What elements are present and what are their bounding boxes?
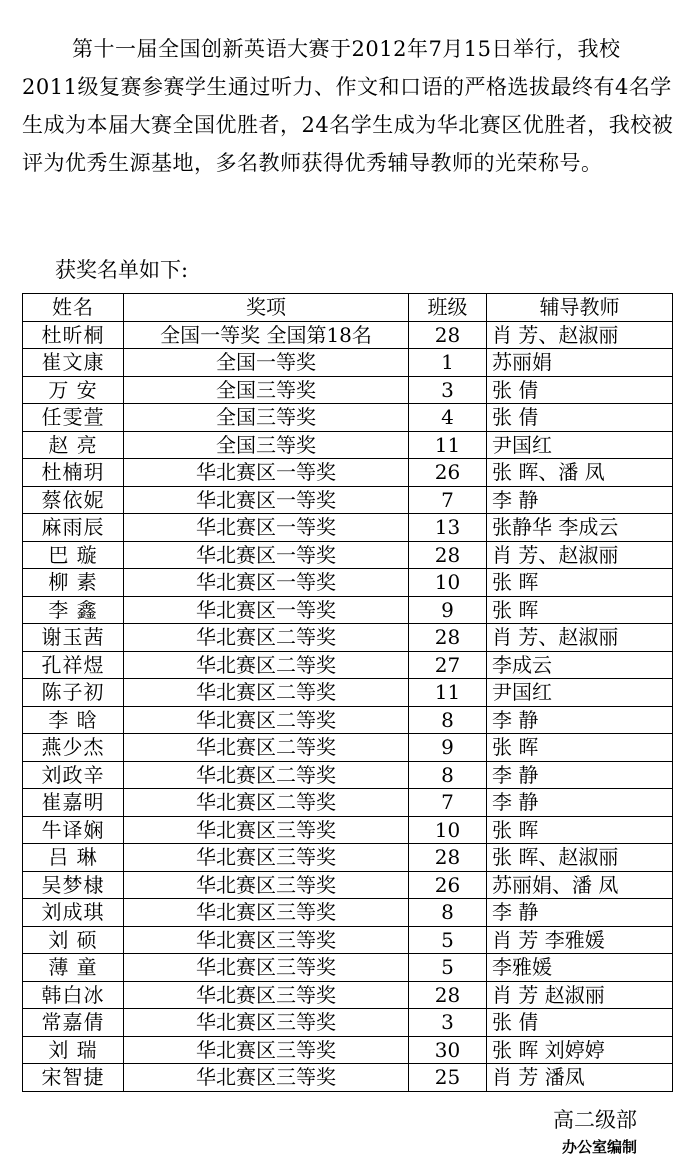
cell-award: 全国一等奖 全国第18名 <box>124 321 409 349</box>
table-row <box>23 816 673 844</box>
cell-class: 7 <box>409 486 487 514</box>
cell-name: 刘 瑞 <box>23 1036 124 1064</box>
cell-teacher: 张 晖 <box>487 816 673 844</box>
cell-name: 柳 素 <box>23 569 124 597</box>
cell-class: 26 <box>409 871 487 899</box>
cell-name: 刘成琪 <box>23 899 124 927</box>
cell-award: 华北赛区一等奖 <box>124 569 409 597</box>
table-row <box>23 651 673 679</box>
cell-class: 10 <box>409 816 487 844</box>
cell-class: 8 <box>409 761 487 789</box>
cell-award: 华北赛区三等奖 <box>124 871 409 899</box>
cell-name: 宋智捷 <box>23 1064 124 1092</box>
cell-teacher: 肖 芳 李雅媛 <box>487 926 673 954</box>
table-row <box>23 321 673 349</box>
cell-name: 杜楠玥 <box>23 459 124 487</box>
cell-class: 28 <box>409 541 487 569</box>
cell-teacher: 张 晖、潘 凤 <box>487 459 673 487</box>
cell-class: 8 <box>409 706 487 734</box>
table-row <box>23 954 673 982</box>
cell-class: 25 <box>409 1064 487 1092</box>
table-row <box>23 734 673 762</box>
cell-teacher: 肖 芳 赵淑丽 <box>487 981 673 1009</box>
table-row <box>23 596 673 624</box>
cell-teacher: 李 静 <box>487 761 673 789</box>
cell-class: 1 <box>409 349 487 377</box>
cell-award: 全国三等奖 <box>124 404 409 432</box>
table-row <box>23 404 673 432</box>
cell-teacher: 张 晖 刘婷婷 <box>487 1036 673 1064</box>
cell-class: 11 <box>409 431 487 459</box>
cell-teacher: 肖 芳、赵淑丽 <box>487 624 673 652</box>
table-row <box>23 1064 673 1092</box>
cell-teacher: 张静华 李成云 <box>487 514 673 542</box>
cell-award: 华北赛区一等奖 <box>124 514 409 542</box>
cell-name: 吕 琳 <box>23 844 124 872</box>
cell-name: 牛译娴 <box>23 816 124 844</box>
cell-award: 华北赛区二等奖 <box>124 789 409 817</box>
cell-class: 27 <box>409 651 487 679</box>
cell-teacher: 李雅媛 <box>487 954 673 982</box>
cell-award: 华北赛区二等奖 <box>124 651 409 679</box>
cell-award: 华北赛区一等奖 <box>124 486 409 514</box>
cell-class: 13 <box>409 514 487 542</box>
table-row <box>23 349 673 377</box>
table-body <box>23 321 673 1091</box>
header-award: 奖项 <box>124 294 409 322</box>
table-row <box>23 624 673 652</box>
cell-class: 9 <box>409 734 487 762</box>
cell-teacher: 张 倩 <box>487 1009 673 1037</box>
cell-class: 11 <box>409 679 487 707</box>
cell-name: 李 鑫 <box>23 596 124 624</box>
cell-award: 华北赛区二等奖 <box>124 679 409 707</box>
intro-paragraph: 第十一届全国创新英语大赛于2012年7月15日举行，我校2011级复赛参赛学生通过听力、作文和口语的严格选拔最终有4名学生成为本届大赛全国优胜者，24名学生成为华北赛区优胜者，我校被评为优秀生源基地，多名教师获得优秀辅导教师的光荣称号。 <box>22 37 674 175</box>
cell-teacher: 李 静 <box>487 899 673 927</box>
cell-award: 全国三等奖 <box>124 376 409 404</box>
table-row <box>23 569 673 597</box>
cell-teacher: 肖 芳 潘凤 <box>487 1064 673 1092</box>
cell-class: 30 <box>409 1036 487 1064</box>
cell-teacher: 肖 芳、赵淑丽 <box>487 321 673 349</box>
cell-name: 崔文康 <box>23 349 124 377</box>
cell-name: 燕少杰 <box>23 734 124 762</box>
cell-class: 28 <box>409 844 487 872</box>
cell-award: 华北赛区二等奖 <box>124 734 409 762</box>
cell-teacher: 张 晖 <box>487 734 673 762</box>
table-row <box>23 514 673 542</box>
table-row <box>23 871 673 899</box>
cell-award: 全国一等奖 <box>124 349 409 377</box>
cell-award: 全国三等奖 <box>124 431 409 459</box>
table-row <box>23 459 673 487</box>
cell-name: 孔祥煜 <box>23 651 124 679</box>
table-row <box>23 761 673 789</box>
header-teacher: 辅导教师 <box>487 294 673 322</box>
cell-award: 华北赛区三等奖 <box>124 981 409 1009</box>
cell-class: 28 <box>409 624 487 652</box>
cell-teacher: 李 静 <box>487 789 673 817</box>
cell-award: 华北赛区三等奖 <box>124 954 409 982</box>
table-row <box>23 541 673 569</box>
cell-class: 8 <box>409 899 487 927</box>
cell-class: 5 <box>409 954 487 982</box>
cell-class: 3 <box>409 1009 487 1037</box>
cell-name: 李 晗 <box>23 706 124 734</box>
cell-class: 28 <box>409 321 487 349</box>
table-row <box>23 981 673 1009</box>
table-row <box>23 899 673 927</box>
cell-teacher: 尹国红 <box>487 431 673 459</box>
header-class: 班级 <box>409 294 487 322</box>
cell-name: 吴梦棣 <box>23 871 124 899</box>
cell-name: 韩白冰 <box>23 981 124 1009</box>
cell-award: 华北赛区二等奖 <box>124 761 409 789</box>
table-header-row <box>23 294 673 322</box>
cell-teacher: 肖 芳、赵淑丽 <box>487 541 673 569</box>
cell-name: 蔡依妮 <box>23 486 124 514</box>
cell-name: 薄 童 <box>23 954 124 982</box>
table-row <box>23 679 673 707</box>
table-row <box>23 376 673 404</box>
cell-teacher: 尹国红 <box>487 679 673 707</box>
table-row <box>23 844 673 872</box>
cell-award: 华北赛区二等奖 <box>124 624 409 652</box>
cell-award: 华北赛区三等奖 <box>124 844 409 872</box>
cell-name: 任雯萱 <box>23 404 124 432</box>
table-row <box>23 1009 673 1037</box>
cell-class: 5 <box>409 926 487 954</box>
table-row <box>23 789 673 817</box>
cell-teacher: 李成云 <box>487 651 673 679</box>
cell-teacher: 李 静 <box>487 486 673 514</box>
cell-name: 刘政辛 <box>23 761 124 789</box>
table-row <box>23 926 673 954</box>
cell-award: 华北赛区一等奖 <box>124 459 409 487</box>
table-row <box>23 431 673 459</box>
cell-name: 万 安 <box>23 376 124 404</box>
cell-award: 华北赛区三等奖 <box>124 816 409 844</box>
cell-teacher: 张 倩 <box>487 376 673 404</box>
cell-teacher: 苏丽娟、潘 凤 <box>487 871 673 899</box>
cell-name: 谢玉茜 <box>23 624 124 652</box>
cell-award: 华北赛区三等奖 <box>124 1064 409 1092</box>
cell-class: 9 <box>409 596 487 624</box>
cell-class: 28 <box>409 981 487 1009</box>
awards-table <box>22 293 673 1092</box>
office-credit: 办公室编制 <box>562 1138 638 1156</box>
cell-award: 华北赛区三等奖 <box>124 926 409 954</box>
cell-award: 华北赛区三等奖 <box>124 1036 409 1064</box>
cell-teacher: 张 倩 <box>487 404 673 432</box>
cell-teacher: 苏丽娟 <box>487 349 673 377</box>
cell-teacher: 张 晖 <box>487 596 673 624</box>
cell-class: 4 <box>409 404 487 432</box>
cell-name: 杜昕桐 <box>23 321 124 349</box>
cell-class: 10 <box>409 569 487 597</box>
table-row <box>23 706 673 734</box>
cell-name: 巴 璇 <box>23 541 124 569</box>
cell-teacher: 张 晖、赵淑丽 <box>487 844 673 872</box>
table-row <box>23 1036 673 1064</box>
cell-teacher: 张 晖 <box>487 569 673 597</box>
cell-award: 华北赛区三等奖 <box>124 899 409 927</box>
cell-name: 崔嘉明 <box>23 789 124 817</box>
cell-name: 陈子初 <box>23 679 124 707</box>
cell-class: 7 <box>409 789 487 817</box>
department-signature: 高二级部 <box>553 1108 637 1132</box>
cell-award: 华北赛区一等奖 <box>124 541 409 569</box>
header-name: 姓名 <box>23 294 124 322</box>
cell-teacher: 李 静 <box>487 706 673 734</box>
cell-award: 华北赛区一等奖 <box>124 596 409 624</box>
cell-award: 华北赛区三等奖 <box>124 1009 409 1037</box>
cell-award: 华北赛区二等奖 <box>124 706 409 734</box>
cell-name: 常嘉倩 <box>23 1009 124 1037</box>
table-row <box>23 486 673 514</box>
cell-name: 刘 硕 <box>23 926 124 954</box>
cell-class: 3 <box>409 376 487 404</box>
cell-class: 26 <box>409 459 487 487</box>
list-intro: 获奖名单如下: <box>55 258 189 282</box>
cell-name: 麻雨辰 <box>23 514 124 542</box>
cell-name: 赵 亮 <box>23 431 124 459</box>
